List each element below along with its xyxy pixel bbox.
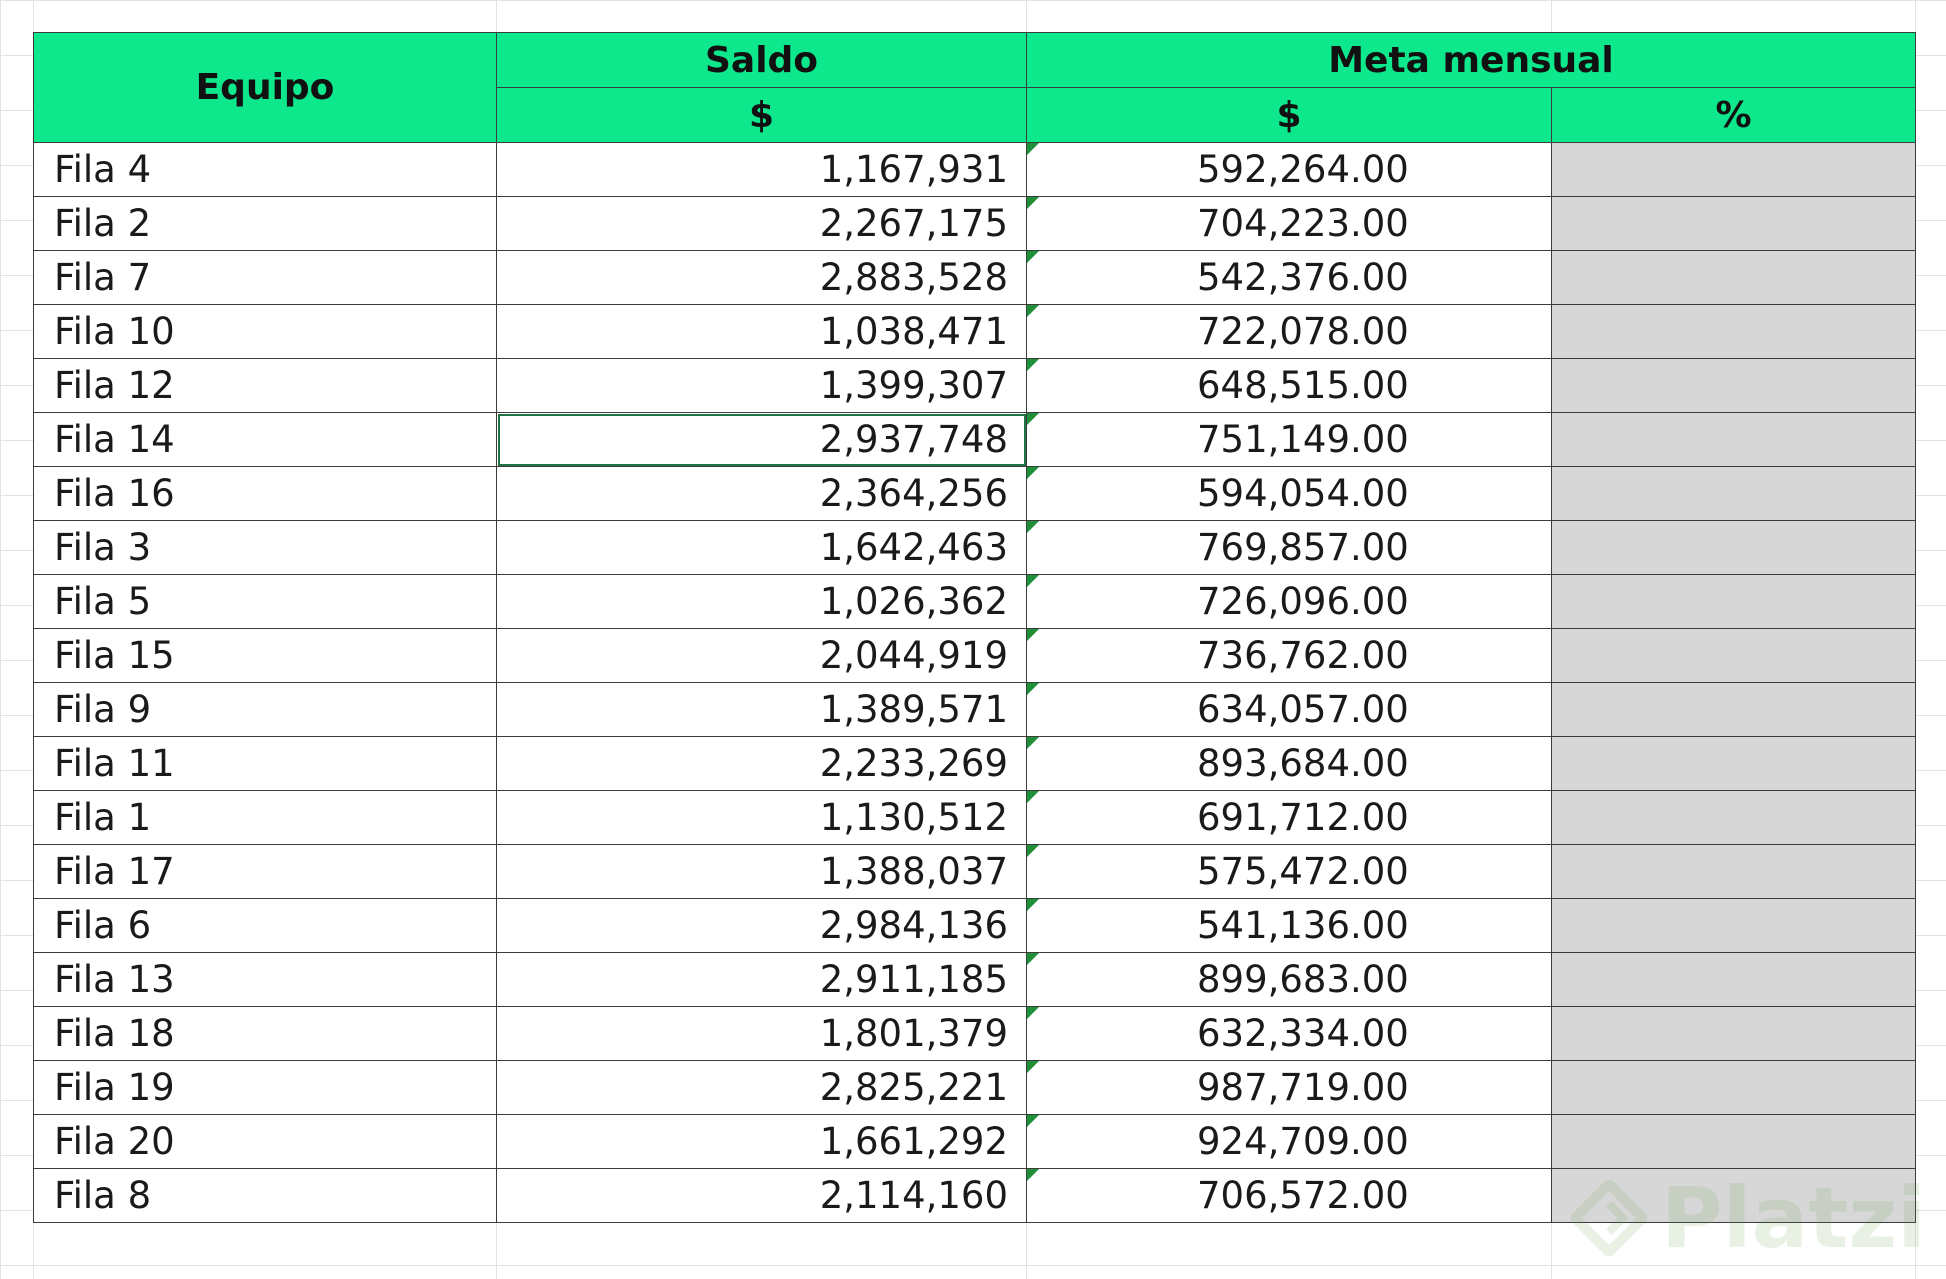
cell-equipo[interactable]: Fila 6: [34, 899, 497, 953]
watermark-text: Platzi: [1661, 1169, 1926, 1267]
cell-meta-pct[interactable]: [1552, 467, 1916, 521]
cell-meta-value: 706,572.00: [1197, 1174, 1409, 1217]
cell-meta-value: 592,264.00: [1197, 148, 1409, 191]
table-row: [34, 899, 1916, 953]
table-row: [34, 737, 1916, 791]
cell-saldo[interactable]: 2,044,919: [497, 629, 1027, 683]
header-meta-unit[interactable]: $: [1027, 88, 1552, 143]
cell-saldo[interactable]: 2,883,528: [497, 251, 1027, 305]
cell-meta-mensual[interactable]: [1027, 683, 1552, 737]
cell-meta-mensual[interactable]: [1027, 1115, 1552, 1169]
error-indicator-icon: [1027, 1061, 1039, 1073]
cell-meta-mensual[interactable]: [1027, 413, 1552, 467]
cell-meta-mensual[interactable]: [1027, 359, 1552, 413]
cell-meta-pct[interactable]: [1552, 845, 1916, 899]
error-indicator-icon: [1027, 845, 1039, 857]
header-row-top: [34, 33, 1916, 88]
table-row: [34, 143, 1916, 197]
table-row: [34, 791, 1916, 845]
cell-meta-value: 594,054.00: [1197, 472, 1409, 515]
cell-meta-mensual[interactable]: [1027, 251, 1552, 305]
cell-meta-value: 691,712.00: [1197, 796, 1409, 839]
error-indicator-icon: [1027, 899, 1039, 911]
header-meta-pct[interactable]: %: [1552, 88, 1916, 143]
platzi-logo-icon: [1571, 1180, 1647, 1256]
cell-saldo[interactable]: 1,399,307: [497, 359, 1027, 413]
cell-meta-pct[interactable]: [1552, 197, 1916, 251]
cell-meta-mensual[interactable]: [1027, 143, 1552, 197]
cell-meta-value: 704,223.00: [1197, 202, 1409, 245]
cell-meta-pct[interactable]: [1552, 1007, 1916, 1061]
table-header: [34, 33, 1916, 143]
cell-meta-value: 751,149.00: [1197, 418, 1409, 461]
error-indicator-icon: [1027, 953, 1039, 965]
table-row: [34, 359, 1916, 413]
cell-meta-pct[interactable]: [1552, 305, 1916, 359]
cell-meta-mensual[interactable]: [1027, 791, 1552, 845]
cell-meta-mensual[interactable]: [1027, 1061, 1552, 1115]
header-equipo[interactable]: Equipo: [34, 33, 497, 143]
error-indicator-icon: [1027, 1007, 1039, 1019]
cell-meta-value: 632,334.00: [1197, 1012, 1409, 1055]
cell-saldo[interactable]: 2,364,256: [497, 467, 1027, 521]
cell-meta-pct[interactable]: [1552, 683, 1916, 737]
cell-equipo[interactable]: Fila 19: [34, 1061, 497, 1115]
cell-equipo[interactable]: Fila 18: [34, 1007, 497, 1061]
cell-meta-mensual[interactable]: [1027, 953, 1552, 1007]
cell-meta-value: 899,683.00: [1197, 958, 1409, 1001]
error-indicator-icon: [1027, 305, 1039, 317]
cell-equipo[interactable]: Fila 12: [34, 359, 497, 413]
cell-equipo[interactable]: Fila 5: [34, 575, 497, 629]
cell-equipo[interactable]: Fila 1: [34, 791, 497, 845]
table-row: [34, 1061, 1916, 1115]
table-row: [34, 575, 1916, 629]
cell-meta-pct[interactable]: [1552, 953, 1916, 1007]
cell-equipo[interactable]: Fila 11: [34, 737, 497, 791]
cell-saldo[interactable]: 1,389,571: [497, 683, 1027, 737]
error-indicator-icon: [1027, 143, 1039, 155]
table-row: [34, 845, 1916, 899]
cell-equipo[interactable]: Fila 7: [34, 251, 497, 305]
table-row: [34, 521, 1916, 575]
cell-saldo[interactable]: 1,038,471: [497, 305, 1027, 359]
cell-equipo[interactable]: Fila 17: [34, 845, 497, 899]
cell-meta-mensual[interactable]: [1027, 629, 1552, 683]
cell-equipo[interactable]: Fila 15: [34, 629, 497, 683]
cell-meta-pct[interactable]: [1552, 737, 1916, 791]
cell-saldo[interactable]: 2,114,160: [497, 1169, 1027, 1223]
header-saldo-unit[interactable]: $: [497, 88, 1027, 143]
table-row: [34, 305, 1916, 359]
cell-saldo[interactable]: 1,642,463: [497, 521, 1027, 575]
cell-equipo[interactable]: Fila 2: [34, 197, 497, 251]
error-indicator-icon: [1027, 1169, 1039, 1181]
table-row: [34, 413, 1916, 467]
cell-equipo[interactable]: Fila 10: [34, 305, 497, 359]
cell-saldo[interactable]: 2,825,221: [497, 1061, 1027, 1115]
cell-meta-pct[interactable]: [1552, 899, 1916, 953]
cell-equipo[interactable]: Fila 13: [34, 953, 497, 1007]
error-indicator-icon: [1027, 359, 1039, 371]
cell-meta-value: 575,472.00: [1197, 850, 1409, 893]
cell-saldo[interactable]: 1,026,362: [497, 575, 1027, 629]
cell-saldo[interactable]: 1,661,292: [497, 1115, 1027, 1169]
cell-meta-pct[interactable]: [1552, 1061, 1916, 1115]
cell-meta-pct[interactable]: [1552, 413, 1916, 467]
cell-meta-value: 648,515.00: [1197, 364, 1409, 407]
cell-meta-pct[interactable]: [1552, 629, 1916, 683]
error-indicator-icon: [1027, 467, 1039, 479]
cell-meta-mensual[interactable]: [1027, 521, 1552, 575]
cell-equipo[interactable]: Fila 14: [34, 413, 497, 467]
cell-equipo[interactable]: Fila 3: [34, 521, 497, 575]
platzi-watermark: [1571, 1169, 1926, 1267]
cell-meta-pct[interactable]: [1552, 143, 1916, 197]
cell-meta-value: 726,096.00: [1197, 580, 1409, 623]
error-indicator-icon: [1027, 251, 1039, 263]
cell-saldo[interactable]: 1,167,931: [497, 143, 1027, 197]
cell-saldo[interactable]: 1,130,512: [497, 791, 1027, 845]
error-indicator-icon: [1027, 629, 1039, 641]
table-row: [34, 953, 1916, 1007]
cell-saldo[interactable]: 2,267,175: [497, 197, 1027, 251]
cell-meta-pct[interactable]: [1552, 1115, 1916, 1169]
cell-meta-pct[interactable]: [1552, 359, 1916, 413]
cell-meta-mensual[interactable]: [1027, 467, 1552, 521]
cell-meta-value: 722,078.00: [1197, 310, 1409, 353]
cell-saldo[interactable]: 1,801,379: [497, 1007, 1027, 1061]
cell-meta-mensual[interactable]: [1027, 1007, 1552, 1061]
cell-equipo[interactable]: Fila 9: [34, 683, 497, 737]
cell-meta-value: 987,719.00: [1197, 1066, 1409, 1109]
header-meta-mensual[interactable]: Meta mensual: [1027, 33, 1916, 88]
cell-meta-value: 736,762.00: [1197, 634, 1409, 677]
table-row: [34, 629, 1916, 683]
table-row: [34, 1007, 1916, 1061]
cell-equipo[interactable]: Fila 20: [34, 1115, 497, 1169]
cell-meta-mensual[interactable]: [1027, 305, 1552, 359]
table-row: [34, 197, 1916, 251]
cell-meta-mensual[interactable]: [1027, 899, 1552, 953]
cell-meta-pct[interactable]: [1552, 521, 1916, 575]
error-indicator-icon: [1027, 737, 1039, 749]
cell-saldo[interactable]: 2,233,269: [497, 737, 1027, 791]
cell-saldo[interactable]: 1,388,037: [497, 845, 1027, 899]
error-indicator-icon: [1027, 197, 1039, 209]
error-indicator-icon: [1027, 575, 1039, 587]
error-indicator-icon: [1027, 1115, 1039, 1127]
cell-saldo[interactable]: 2,937,748: [497, 413, 1027, 467]
error-indicator-icon: [1027, 413, 1039, 425]
table-row: [34, 467, 1916, 521]
cell-meta-value: 924,709.00: [1197, 1120, 1409, 1163]
table-row: [34, 251, 1916, 305]
cell-meta-value: 893,684.00: [1197, 742, 1409, 785]
cell-meta-pct[interactable]: [1552, 791, 1916, 845]
error-indicator-icon: [1027, 683, 1039, 695]
cell-saldo[interactable]: 2,911,185: [497, 953, 1027, 1007]
cell-equipo[interactable]: Fila 8: [34, 1169, 497, 1223]
error-indicator-icon: [1027, 791, 1039, 803]
table-row: [34, 683, 1916, 737]
cell-equipo[interactable]: Fila 4: [34, 143, 497, 197]
data-table: [33, 32, 1916, 1223]
table-row: [34, 1115, 1916, 1169]
cell-meta-value: 541,136.00: [1197, 904, 1409, 947]
cell-equipo[interactable]: Fila 16: [34, 467, 497, 521]
cell-saldo[interactable]: 2,984,136: [497, 899, 1027, 953]
cell-meta-value: 769,857.00: [1197, 526, 1409, 569]
cell-meta-mensual[interactable]: [1027, 845, 1552, 899]
cell-meta-pct[interactable]: [1552, 575, 1916, 629]
cell-meta-pct[interactable]: [1552, 251, 1916, 305]
table-body: [34, 143, 1916, 1223]
cell-meta-value: 542,376.00: [1197, 256, 1409, 299]
cell-meta-mensual[interactable]: [1027, 575, 1552, 629]
header-saldo[interactable]: Saldo: [497, 33, 1027, 88]
cell-meta-mensual[interactable]: [1027, 737, 1552, 791]
cell-meta-mensual[interactable]: [1027, 1169, 1552, 1223]
error-indicator-icon: [1027, 521, 1039, 533]
cell-meta-mensual[interactable]: [1027, 197, 1552, 251]
cell-meta-value: 634,057.00: [1197, 688, 1409, 731]
